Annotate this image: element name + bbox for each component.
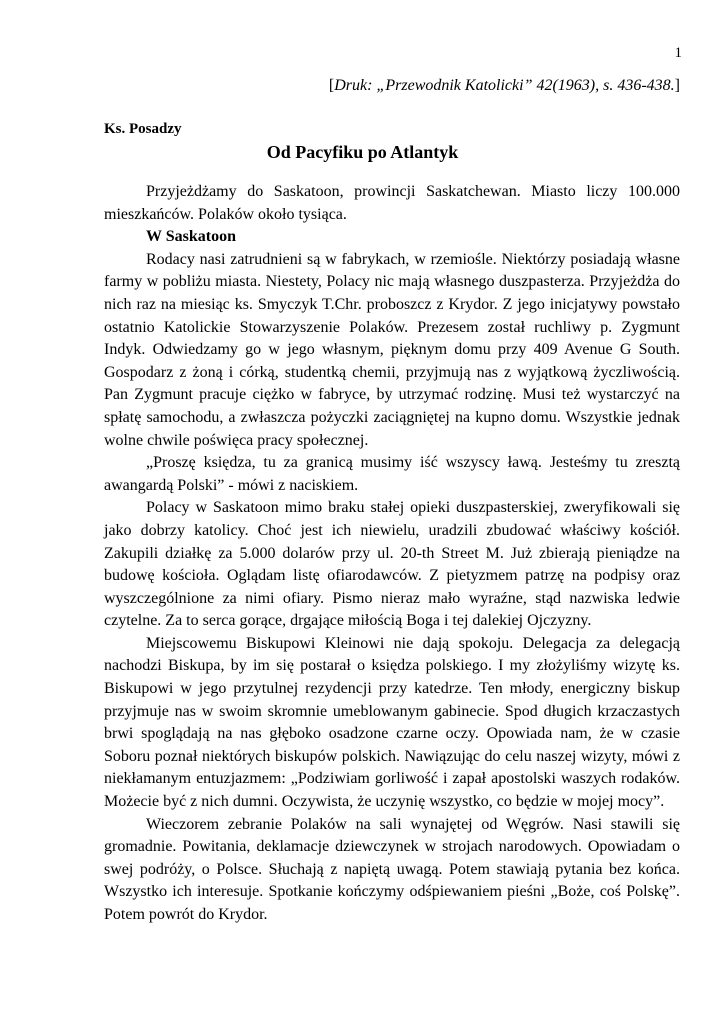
article-body <box>104 181 680 927</box>
source-citation <box>329 76 680 96</box>
body-paragraph: Miejscowemu Biskupowi Kleinowi nie dają spokoju. Delegacja za delegacją nachodzi Biskupa, by im się postarał o księdza polskiego. I my złożyliśmy wizytę ks. Biskupowi w jego przytulnej rezydencji przy katedrze. Ten młody, energiczny biskup przyjmuje nas w swoim skromnie umeblowanym gabinecie. Spod długich krzaczastych brwi spoglądają na nas głęboko osadzone czarne oczy. Opowiada nam, że w czasie Soboru poznał niektórych biskupów polskich. Nawiązując do celu naszej wizyty, mówi z niekłamanym entuzjazmem: „Podziwiam gorliwość i zapał apostolski waszych rodaków. Możecie być z nich dumni. Oczywista, że uczynię wszystko, co będzie w mojej mocy”. <box>104 634 680 811</box>
source-citation-text: Druk: „Przewodnik Katolicki” 42(1963), s. 436-438. <box>334 77 675 94</box>
intro-paragraph: Przyjeżdżamy do Saskatoon, prowincji Saskatchewan. Miasto liczy 100.000 mieszkańców. Polaków około tysiąca. <box>104 183 680 223</box>
author: Ks. Posadzy <box>104 121 182 137</box>
source-close-bracket: ] <box>674 77 680 94</box>
body-paragraph: Polacy w Saskatoon mimo braku stałej opieki duszpasterskiej, zweryfikowali się jako dobrzy katolicy. Choć jest ich niewielu, uradzili zbudować właściwy kościół. Zakupili działkę za 5.000 dolarów przy ul. 20-th Street M. Już zbierają pieniądze na budowę kościoła. Oglądam listę ofiarodawców. Z pietyzmem patrzę na podpisy oraz wyszczególnione za nimi ofiary. Pismo nieraz mało wyraźne, stąd nazwiska ledwie czytelne. Za to serca gorące, drgające miłością Boga i tej dalekiej Ojczyzny. <box>104 499 680 630</box>
body-paragraph: Wieczorem zebranie Polaków na sali wynajętej od Węgrów. Nasi stawili się gromadnie. Powitania, deklamacje dziewczynek w strojach narodowych. Opowiadam o swej podróży, o Polsce. Słuchają z napiętą uwagą. Potem stawiają pytania bez końca. Wszystko ich interesuje. Spotkanie kończymy odśpiewaniem pieśni „Boże, coś Polskę”. Potem powrót do Krydor. <box>104 815 680 923</box>
article-title: Od Pacyfiku po Atlantyk <box>266 142 459 162</box>
source-open-bracket: [ <box>328 77 335 94</box>
section-heading: W Saskatoon <box>146 228 236 246</box>
body-paragraph: „Proszę księdza, tu za granicą musimy iść wszyscy ławą. Jesteśmy tu zresztą awangardą Polski” - mówi z naciskiem. <box>104 454 680 494</box>
body-paragraph: Rodacy nasi zatrudnieni są w fabrykach, w rzemiośle. Niektórzy posiadają własne farmy w pobliżu miasta. Niestety, Polacy nic mają własnego duszpasterza. Przyjeżdża do nich raz na miesiąc ks. Smyczyk T.Chr. proboszcz z Krydor. Z jego inicjatywy powstało ostatnio Katolickie Stowarzyszenie Polaków. Prezesem został ruchliwy p. Zygmunt Indyk. Odwiedzamy go w jego własnym, pięknym domu przy 409 Avenue G South. Gospodarz z żoną i córką, studentką chemii, przyjmują nas z wyjątkową życzliwością. Pan Zygmunt pracuje ciężko w fabryce, by utrzymać rodzinę. Musi też wystarczyć na spłatę samochodu, a zwłaszcza pożyczki zaciągniętej na kupno domu. Wszystkie jednak wolne chwile poświęca pracy społecznej. <box>104 250 680 449</box>
page-number: 1 <box>674 45 682 61</box>
